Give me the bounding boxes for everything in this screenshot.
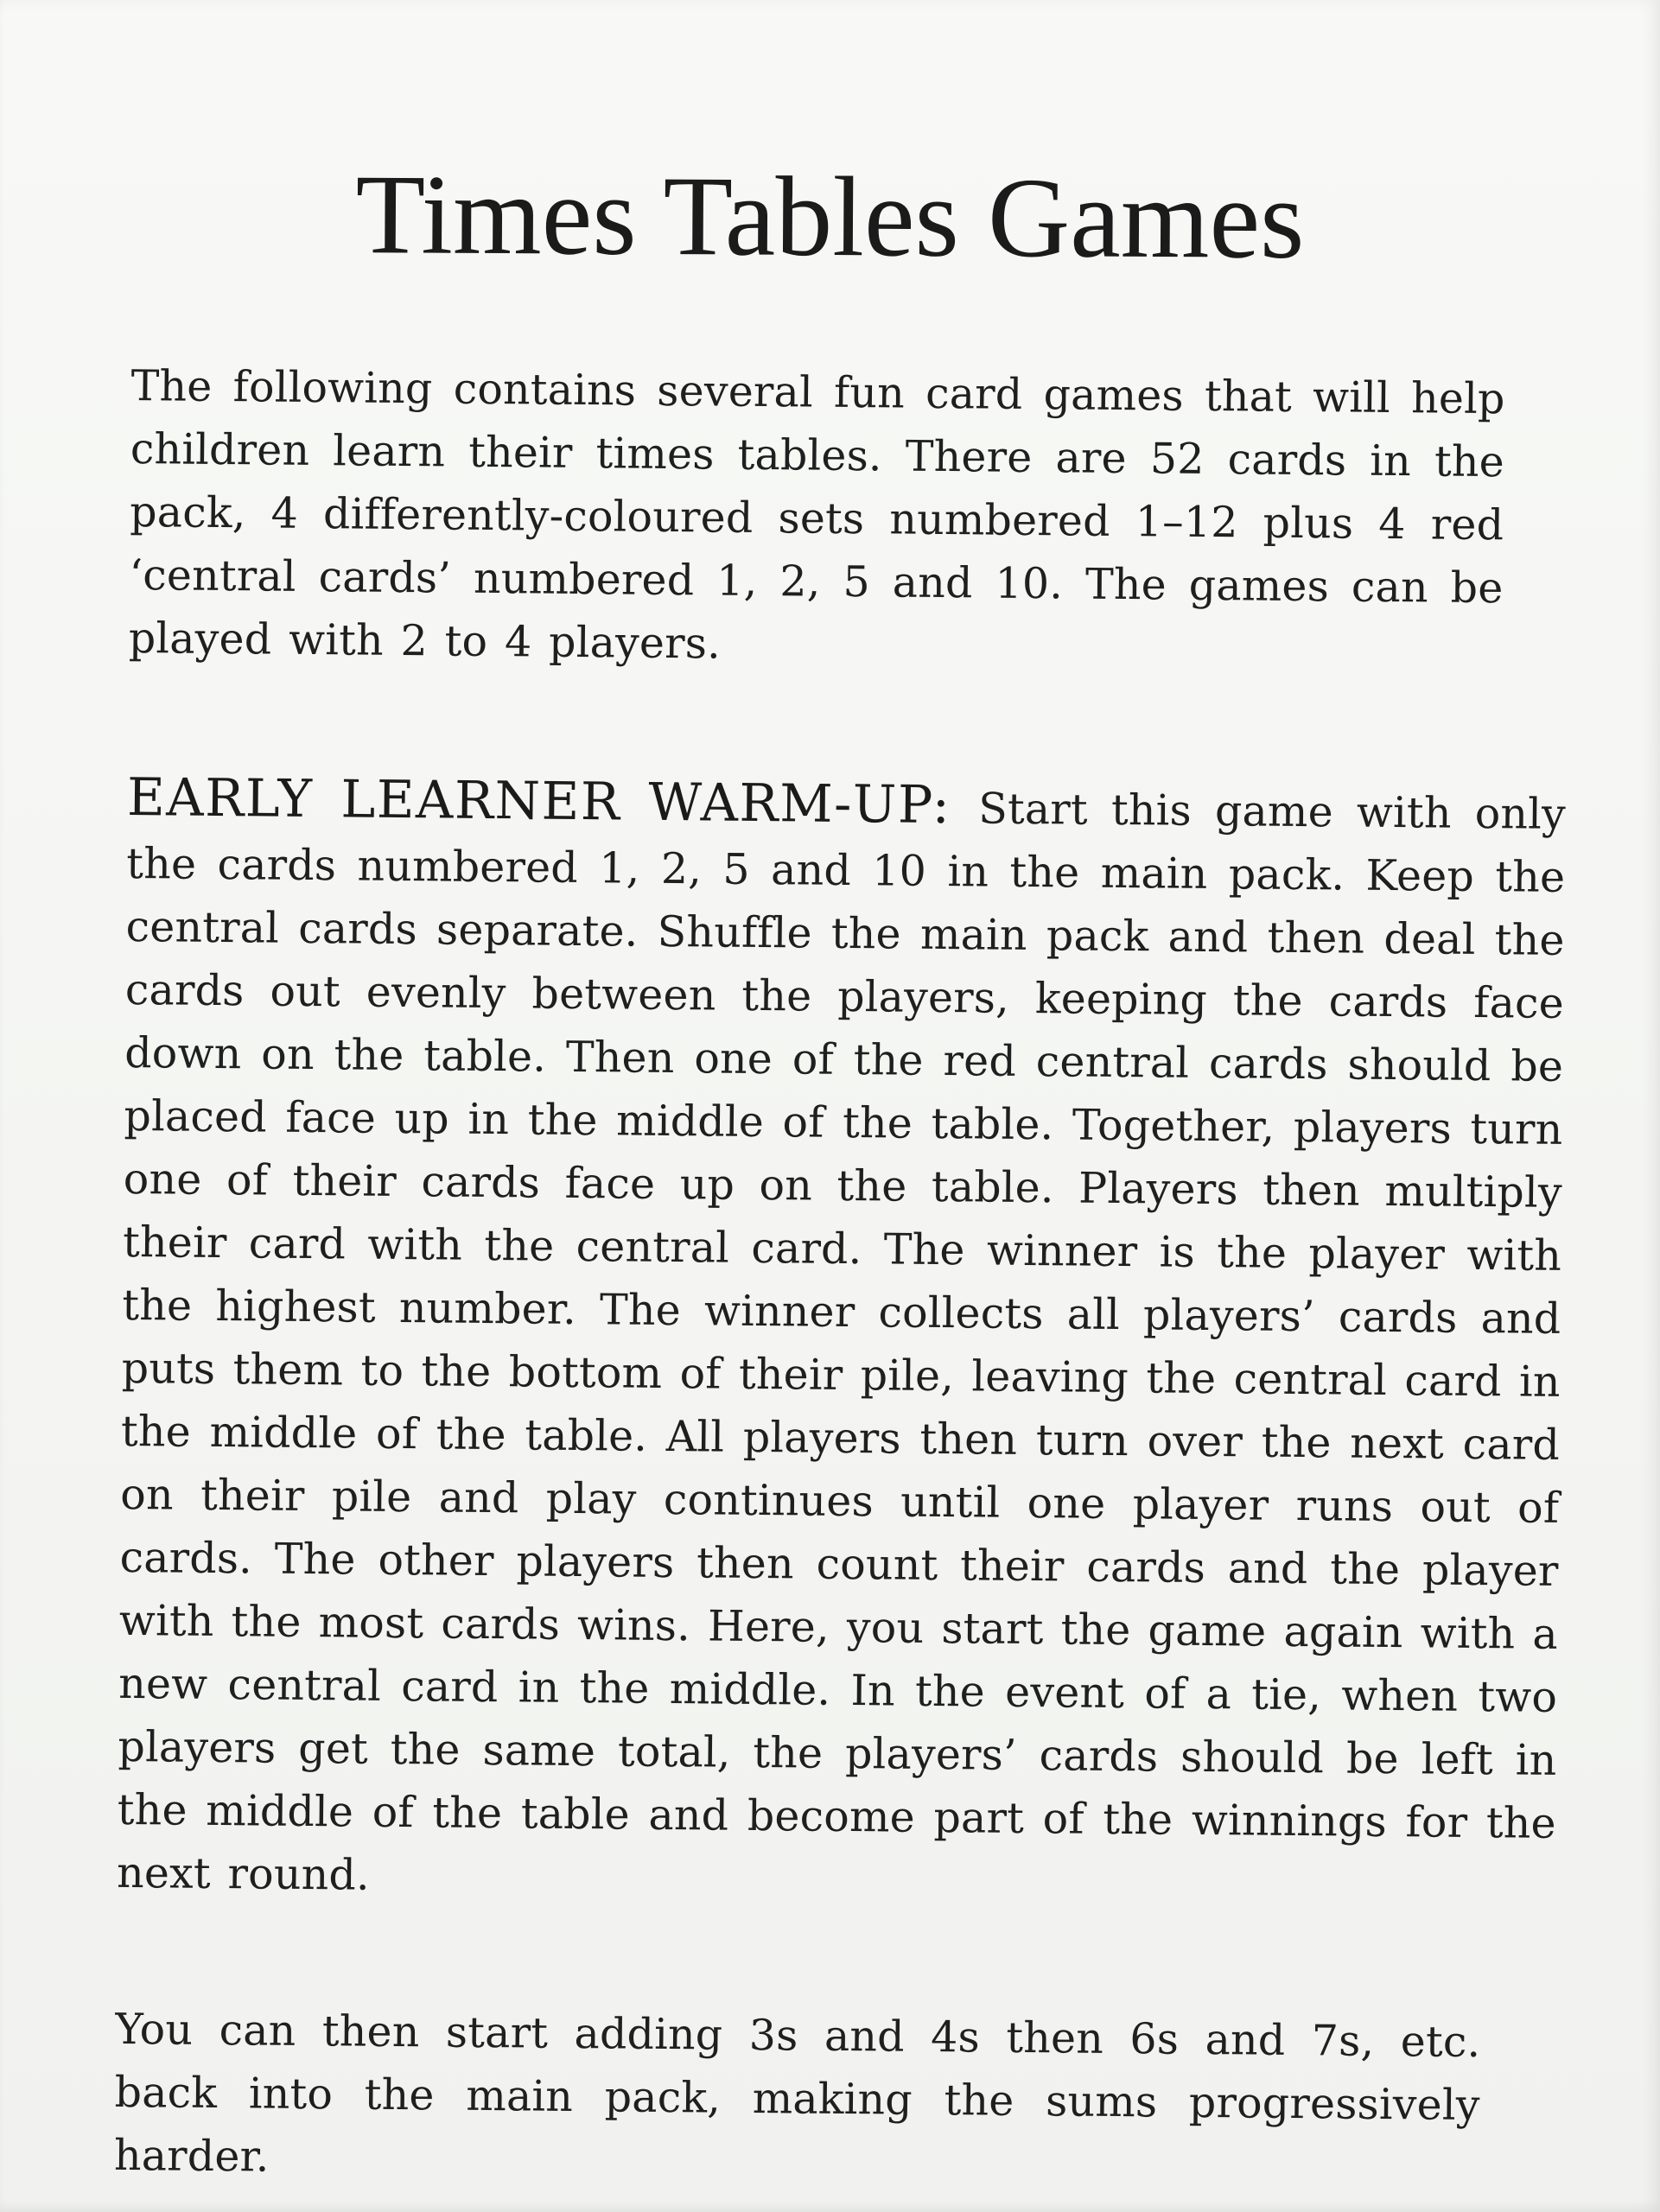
warmup-heading: EARLY LEARNER WARM-UP: bbox=[126, 766, 979, 836]
closing-paragraph: You can then start adding 3s and 4s then 6s and 7s, etc. back into the main pack, making the sums progressively harder. bbox=[113, 2004, 1481, 2182]
document-body bbox=[114, 354, 1570, 2201]
page-title: Times Tables Games bbox=[355, 150, 1305, 283]
intro-paragraph: The following contains several fun card games that will help children learn their times tables. There are 52 cards in the pack, 4 differently-coloured sets numbered 1–12 plus 4 red ‘central cards’ numbered 1, 2, 5 and 10. The games can be played with 2 to 4 players. bbox=[128, 360, 1505, 669]
warmup-body: Start this game with only the cards numbered 1, 2, 5 and 10 in the main pack. Keep the central cards separate. Shuffle the main pack and then deal the cards out evenly between the players, keeping the cards face down on the table. Then one of the red central cards should be placed face up in the middle of the table. Together, players turn one of their cards face up on the table. Players then multiply their card with the central card. The winner is the player with the highest number. The winner collects all players’ cards and puts them to the bottom of their pile, leaving the central card in the middle of the table. All players then turn over the next card on their pile and play continues until one player runs out of cards. The other players then count their cards and the player with the most cards wins. Here, you start the game again with a new central card in the middle. In the event of a tie, when two players get the same total, the players’ cards should be left in the middle of the table and become part of the winnings for the next round. bbox=[116, 784, 1567, 1900]
warmup-paragraph bbox=[117, 766, 1567, 1918]
